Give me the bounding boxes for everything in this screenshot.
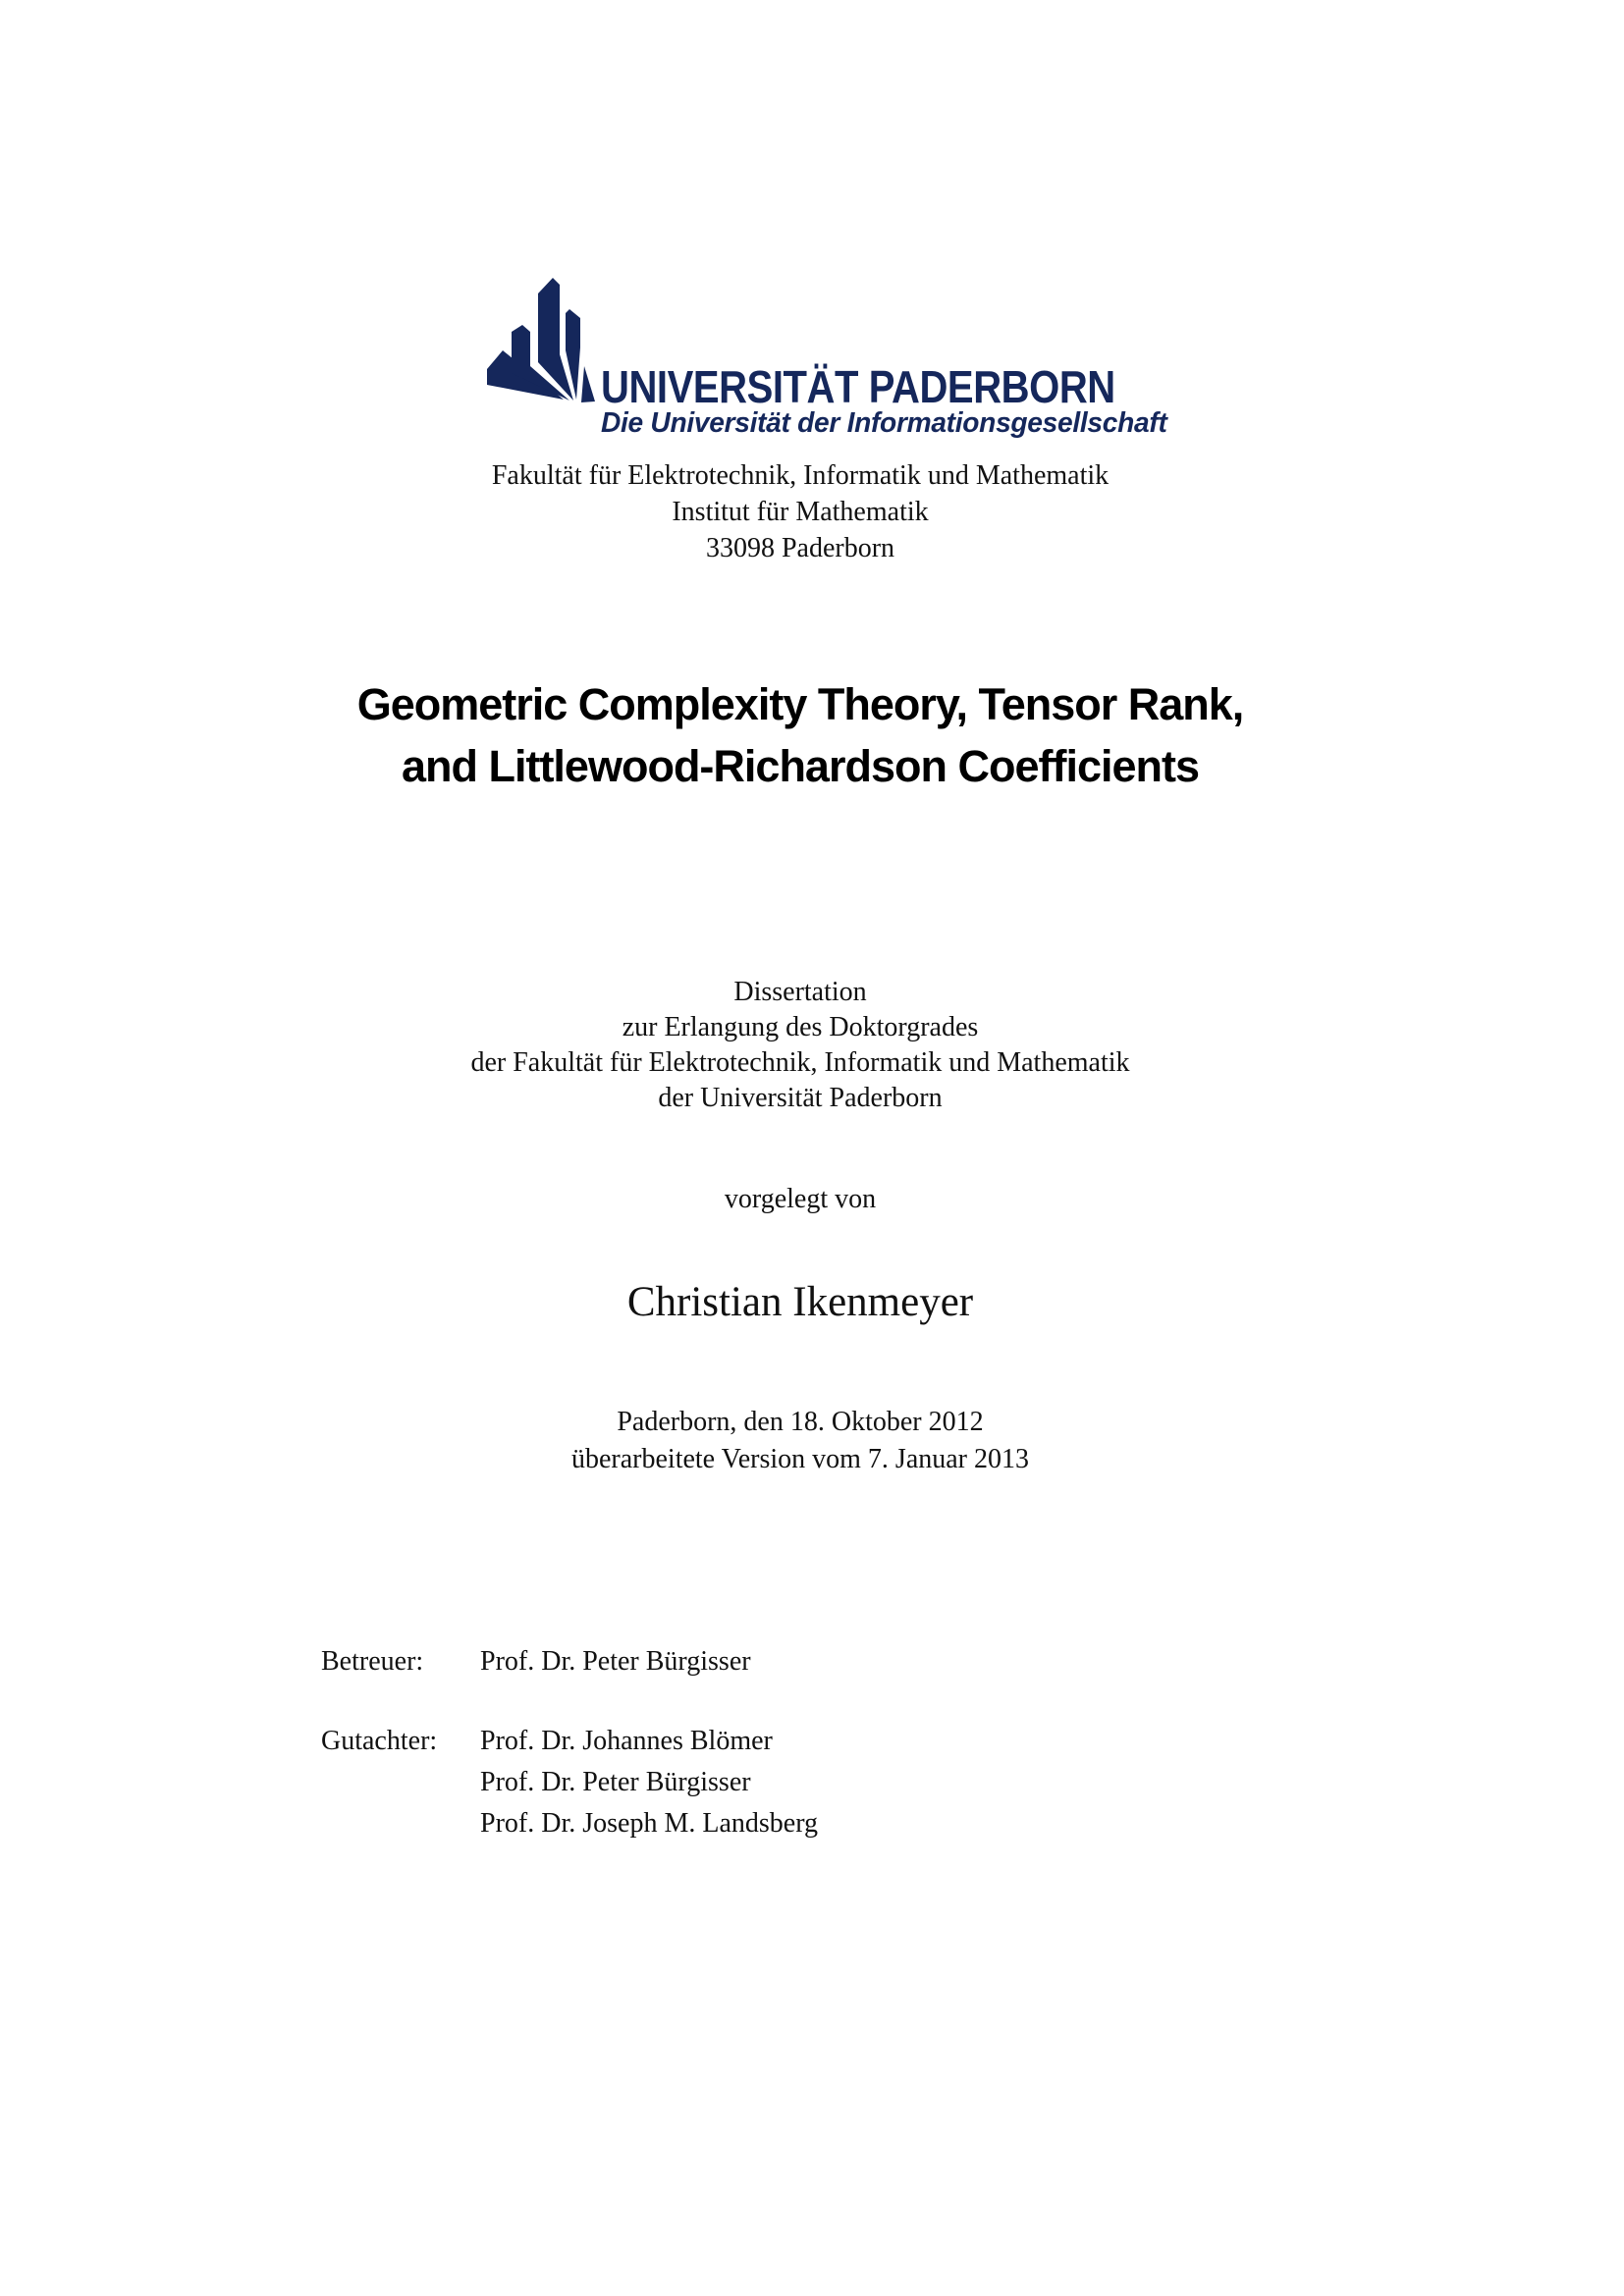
dissertation-line1: Dissertation	[733, 977, 867, 1007]
submission-date: Paderborn, den 18. Oktober 2012	[617, 1407, 984, 1437]
dissertation-line4: der Universität Paderborn	[658, 1083, 943, 1113]
dissertation-line3: der Fakultät für Elektrotechnik, Informatik und Mathematik	[470, 1047, 1130, 1078]
reviewers-label: Gutachter:	[321, 1726, 438, 1756]
thesis-title-line1: Geometric Complexity Theory, Tensor Rank,	[356, 679, 1244, 729]
reviewers-list	[480, 1721, 818, 1844]
reviewer-name: Prof. Dr. Joseph M. Landsberg	[480, 1808, 819, 1839]
university-paderborn-logo-icon	[485, 278, 597, 405]
supervisor-label: Betreuer:	[321, 1646, 424, 1677]
logo-tagline: Die Universität der Informationsgesellschaft	[601, 407, 1167, 439]
reviewer-name: Prof. Dr. Peter Bürgisser	[480, 1767, 751, 1797]
reviewer-name: Prof. Dr. Johannes Blömer	[480, 1726, 773, 1756]
submission-preface: vorgelegt von	[724, 1184, 877, 1214]
logo-wordmark: UNIVERSITÄT PADERBORN	[601, 361, 1115, 412]
submission-dates	[0, 1404, 1600, 1478]
reviewers-row	[321, 1721, 818, 1844]
dissertation-line2: zur Erlangung des Doktorgrades	[622, 1012, 979, 1042]
faculty-line: Fakultät für Elektrotechnik, Informatik und Mathematik	[491, 460, 1110, 491]
supervisor-name: Prof. Dr. Peter Bürgisser	[480, 1646, 751, 1677]
dissertation-statement	[0, 975, 1600, 1116]
supervisor-row	[321, 1641, 818, 1682]
thesis-title-line2: and Littlewood-Richardson Coefficients	[401, 741, 1200, 791]
committee-block	[321, 1641, 818, 1844]
author-name: Christian Ikenmeyer	[626, 1279, 974, 1325]
institute-line: Institut für Mathematik	[672, 497, 929, 527]
revision-date: überarbeitete Version vom 7. Januar 2013	[570, 1444, 1030, 1474]
city-line: 33098 Paderborn	[705, 533, 895, 563]
thesis-title	[0, 673, 1600, 797]
faculty-address	[0, 457, 1600, 566]
committee-spacer	[321, 1682, 818, 1721]
